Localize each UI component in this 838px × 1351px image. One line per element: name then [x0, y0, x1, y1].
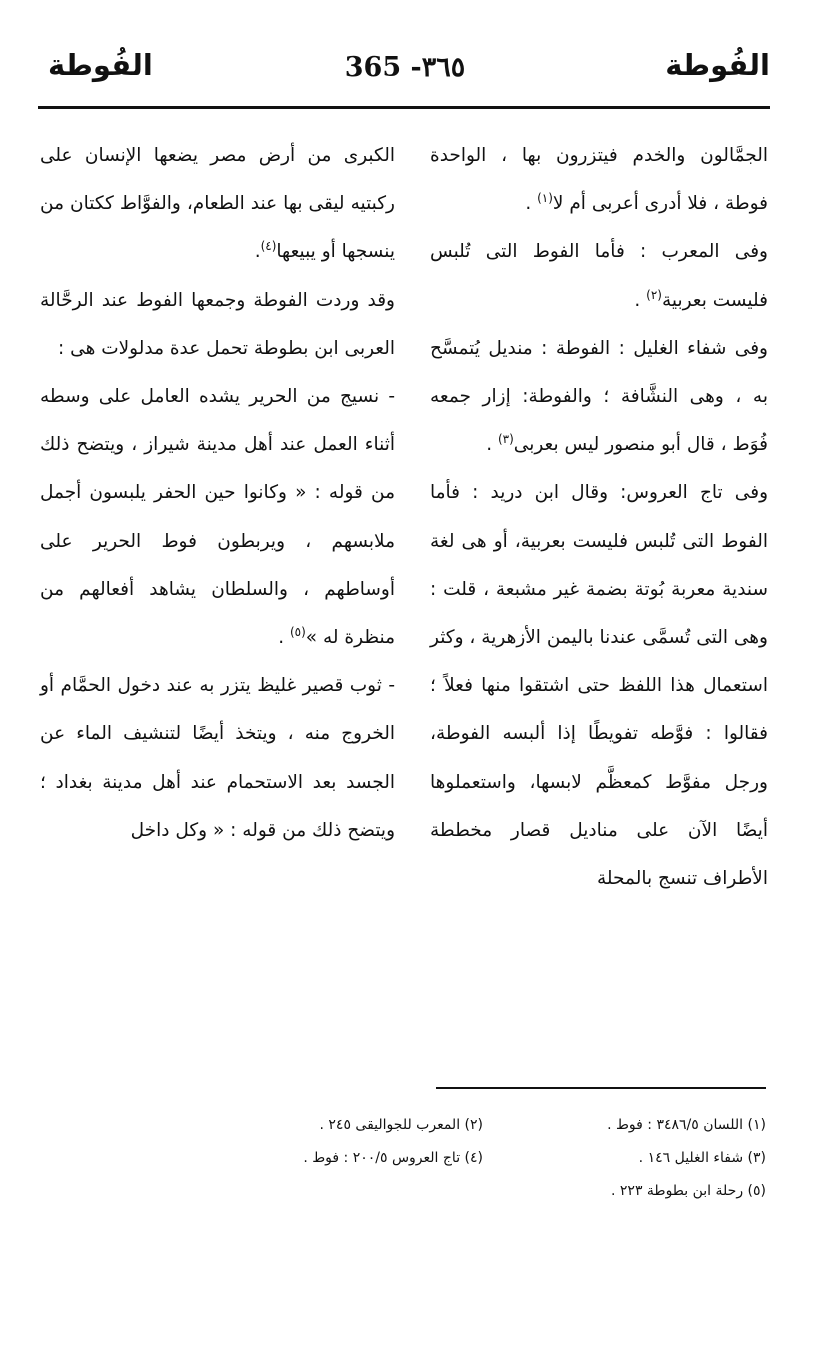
footnote-3: (٣) شفاء الغليل ١٤٦ .	[638, 1149, 766, 1166]
footnote-row	[200, 1108, 766, 1141]
header-rule	[38, 106, 770, 109]
footnote-ref[interactable]: (٤)	[260, 239, 277, 254]
paragraph-muarrab	[430, 228, 768, 324]
footnote-2: (٢) المعرب للجواليقى ٢٤٥ .	[319, 1116, 483, 1133]
paragraph-end: .	[634, 289, 647, 311]
paragraph-end: .	[486, 434, 498, 456]
paragraph-text: الجمَّالون والخدم فيتزرون بها ، الواحدة فوطة ، فلا أدرى أعربى أم لا	[430, 145, 768, 215]
paragraph-text: وقد وردت الفوطة وجمعها الفوط عند الرحَّالة العربى ابن بطوطة تحمل عدة مدلولات هى :	[40, 289, 395, 359]
paragraph-text: وفى شفاء الغليل : الفوطة : منديل يُتمسَّح به ، وهى النشَّافة ؛ والفوطة: إزار جمعه فُوَط ، قال أبو منصور ليس بعربى	[430, 337, 768, 456]
footnote-ref[interactable]: (٥)	[289, 624, 306, 639]
page-number: 365 -٣٦٥	[344, 52, 466, 83]
footnote-1: (١) اللسان ٣٤٨٦/٥ : فوط .	[607, 1116, 766, 1133]
running-header	[40, 48, 770, 98]
paragraph-text: - ثوب قصير غليظ يتزر به عند دخول الحمَّام أو الخروج منه ، ويتخذ أيضًا لتنشيف الماء عن الجسد بعد الاستحمام عند أهل مدينة بغداد ؛ ويتضح ذلك من قوله : « وكل داخل	[40, 675, 395, 841]
paragraph-end: .	[254, 241, 261, 263]
paragraph-shifa	[430, 325, 768, 470]
footnote-4: (٤) تاج العروس ٢٠٠/٥ : فوط .	[303, 1149, 483, 1166]
paragraph-end: .	[278, 627, 290, 649]
footnote-ref[interactable]: (٢)	[646, 287, 662, 302]
footnote-row	[200, 1141, 766, 1174]
paragraph-taj	[430, 469, 768, 903]
footnote-ref[interactable]: (١)	[537, 191, 553, 206]
paragraph-end: .	[525, 193, 538, 215]
left-column	[40, 132, 395, 855]
right-column	[430, 132, 768, 903]
paragraph-lisan	[430, 132, 768, 228]
footnote-rule	[436, 1087, 766, 1089]
paragraph-text: الكبرى من أرض مصر يضعها الإنسان على ركبتيه ليقى بها عند الطعام، والفوَّاط ككتان من ينسجها أو يبيعها	[40, 145, 395, 263]
paragraph-text: وفى تاج العروس: وقال ابن دريد : فأما الفوط التى تُلبس فليست بعربية، أو هى لغة سندية معربة بُوتة بضمة غير مشبعة ، قلت : وهى التى تُسمَّى عندنا باليمن الأزهرية ، وكثر استعمال هذا اللفظ حتى اشتقوا منها فعلاً ؛ فقالوا : فوَّطه تفويطًا إذا ألبسه الفوطة، ورجل مفوَّط كمعظَّم لابسها، واستعملوها أيضًا الآن على مناديل قصار مخططة الأطراف تنسج بالمحلة	[430, 482, 768, 890]
header-title-left: الفُوطة	[48, 48, 153, 82]
list-item-silk	[40, 373, 395, 662]
paragraph-ibn-battuta	[40, 277, 395, 373]
header-title-right: الفُوطة	[665, 48, 770, 82]
footnote-5: (٥) رحلة ابن بطوطة ٢٢٣ .	[611, 1182, 766, 1199]
paragraph-text: - نسيج من الحرير يشده العامل على وسطه أثناء العمل عند أهل مدينة شيراز ، ويتضح ذلك من قوله : « وكانوا حين الحفر يلبسون أجمل ملابسهم ، ويربطون فوط الحرير على أوساطهم ، والسلطان يشاهد أفعالهم من منظرة له »	[40, 386, 395, 649]
footnote-row	[200, 1174, 766, 1207]
list-item-bath-cloth	[40, 662, 395, 855]
footnotes	[200, 1108, 766, 1207]
paragraph-continuation	[40, 132, 395, 277]
paragraph-text: وفى المعرب : فأما الفوط التى تُلبس فليست بعربية	[430, 241, 768, 311]
footnote-ref[interactable]: (٣)	[497, 432, 514, 447]
